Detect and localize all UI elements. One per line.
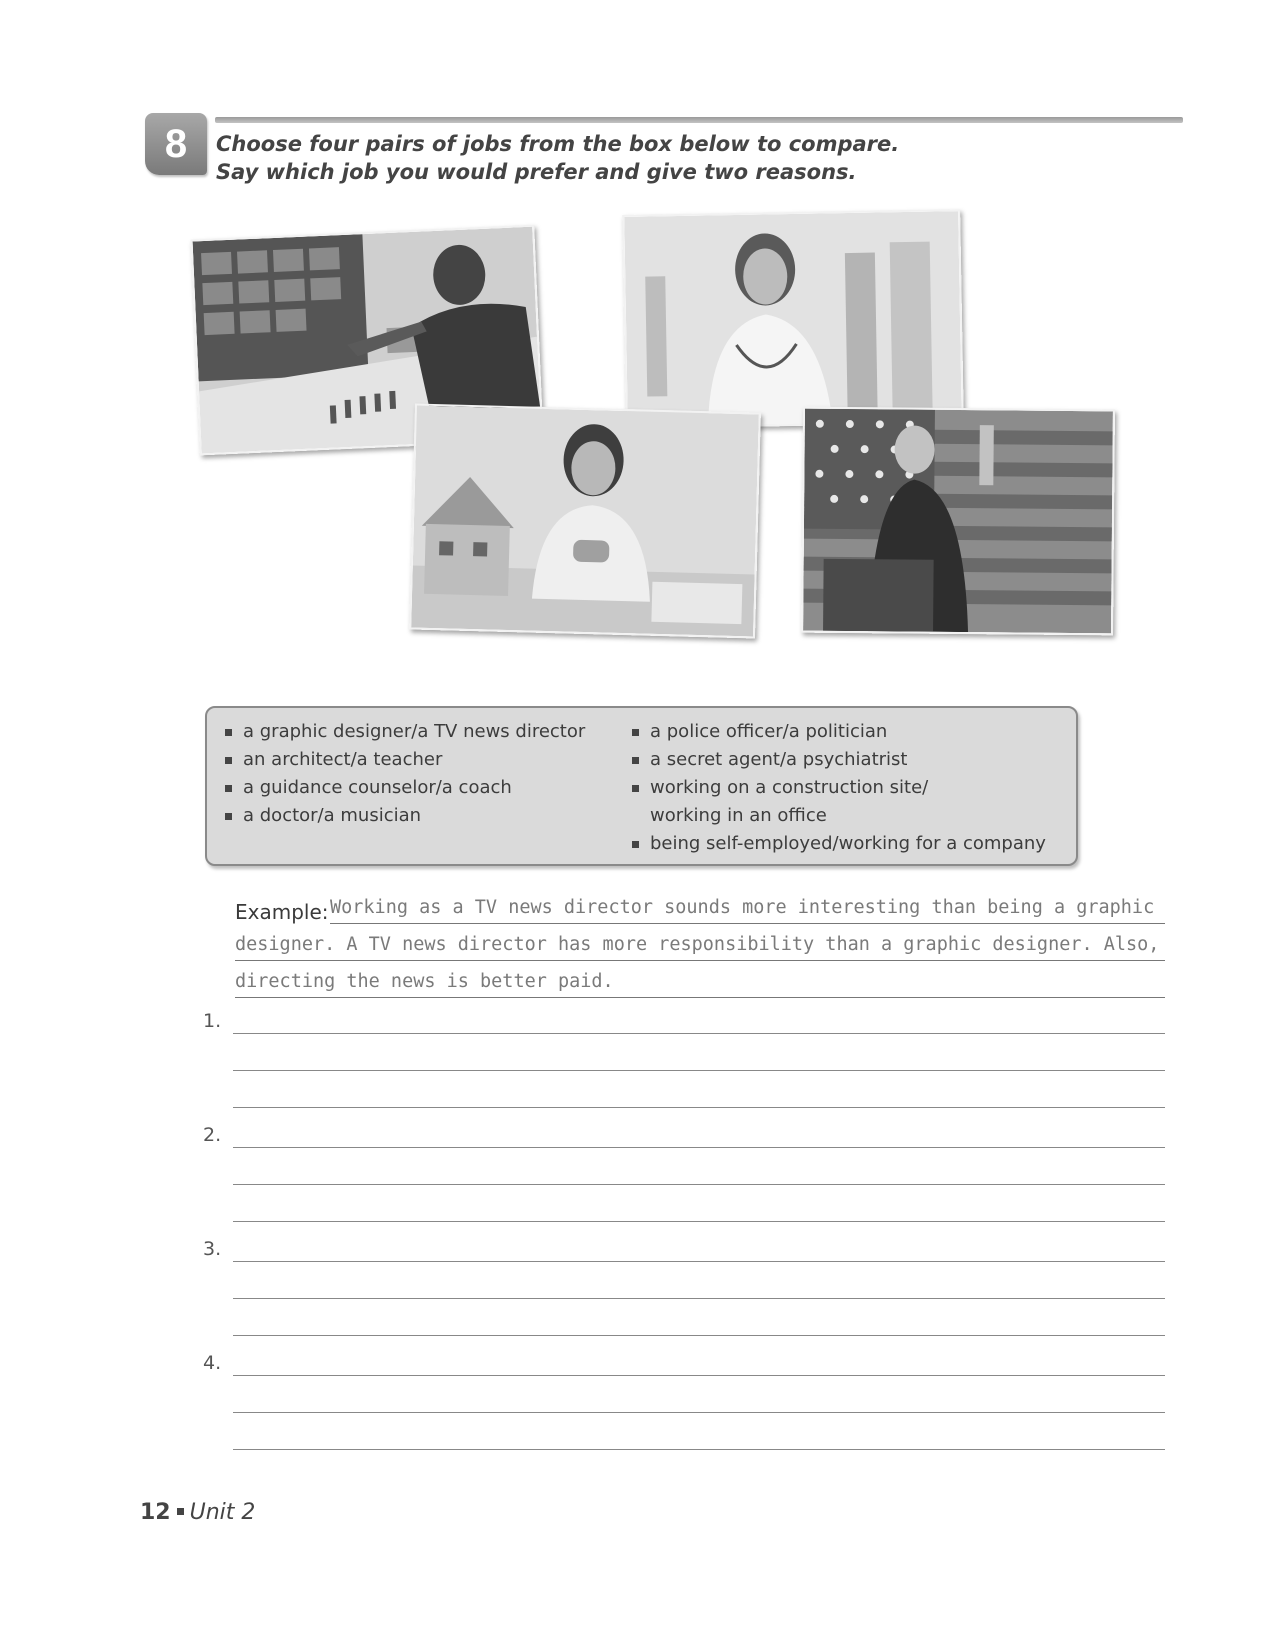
answer-line[interactable] — [233, 1335, 1165, 1336]
example-line: Working as a TV news director sounds more interesting than being a graphic — [330, 893, 1165, 924]
example-line: directing the news is better paid. — [235, 967, 1165, 998]
example-label: Example: — [235, 900, 329, 924]
job-pairs-left-column — [225, 718, 585, 830]
photo-politician — [801, 407, 1115, 636]
header-rule — [215, 117, 1183, 123]
square-bullet-icon — [225, 757, 232, 764]
square-bullet-icon — [632, 841, 639, 848]
page-number: 12 — [140, 1500, 171, 1525]
answer-line[interactable] — [233, 1070, 1165, 1071]
answer-line[interactable] — [233, 1184, 1165, 1185]
answer-number: 3. — [203, 1238, 222, 1260]
unit-label: Unit 2 — [189, 1500, 256, 1525]
page-footer — [140, 1500, 255, 1525]
answer-line[interactable] — [233, 1261, 1165, 1262]
list-item: a graphic designer/a TV news director — [225, 718, 585, 746]
photo-doctor — [622, 209, 964, 429]
answer-line[interactable] — [233, 1298, 1165, 1299]
square-bullet-icon — [225, 813, 232, 820]
answer-line[interactable] — [233, 1375, 1165, 1376]
list-item: an architect/a teacher — [225, 746, 585, 774]
square-bullet-icon — [225, 785, 232, 792]
answer-number: 2. — [203, 1124, 222, 1146]
list-item: a police officer/a politician — [632, 718, 1046, 746]
job-pairs-box — [205, 706, 1078, 866]
answer-line[interactable] — [233, 1221, 1165, 1222]
square-bullet-icon — [225, 729, 232, 736]
instruction-line: Choose four pairs of jobs from the box below to compare. — [216, 132, 900, 156]
square-separator-icon — [177, 1508, 184, 1515]
list-item: a guidance counselor/a coach — [225, 774, 585, 802]
square-bullet-icon — [632, 757, 639, 764]
square-bullet-icon — [632, 785, 639, 792]
answer-line[interactable] — [233, 1412, 1165, 1413]
answer-number: 4. — [203, 1352, 222, 1374]
answer-line[interactable] — [233, 1033, 1165, 1034]
answer-line[interactable] — [233, 1147, 1165, 1148]
list-item: a doctor/a musician — [225, 802, 585, 830]
list-item: being self-employed/working for a company — [632, 830, 1046, 858]
square-bullet-icon — [632, 729, 639, 736]
job-pairs-right-column — [632, 718, 1046, 858]
answer-line[interactable] — [233, 1449, 1165, 1450]
answer-line[interactable] — [233, 1107, 1165, 1108]
photo-architect — [409, 404, 761, 639]
exercise-instructions — [216, 130, 1116, 186]
answer-number: 1. — [203, 1010, 222, 1032]
list-item: working on a construction site/ working in an office — [632, 774, 1046, 830]
example-line: designer. A TV news director has more responsibility than a graphic designer. Also, — [235, 930, 1165, 961]
exercise-number-badge: 8 — [145, 113, 207, 175]
instruction-line: Say which job you would prefer and give two reasons. — [216, 160, 857, 184]
list-item: a secret agent/a psychiatrist — [632, 746, 1046, 774]
